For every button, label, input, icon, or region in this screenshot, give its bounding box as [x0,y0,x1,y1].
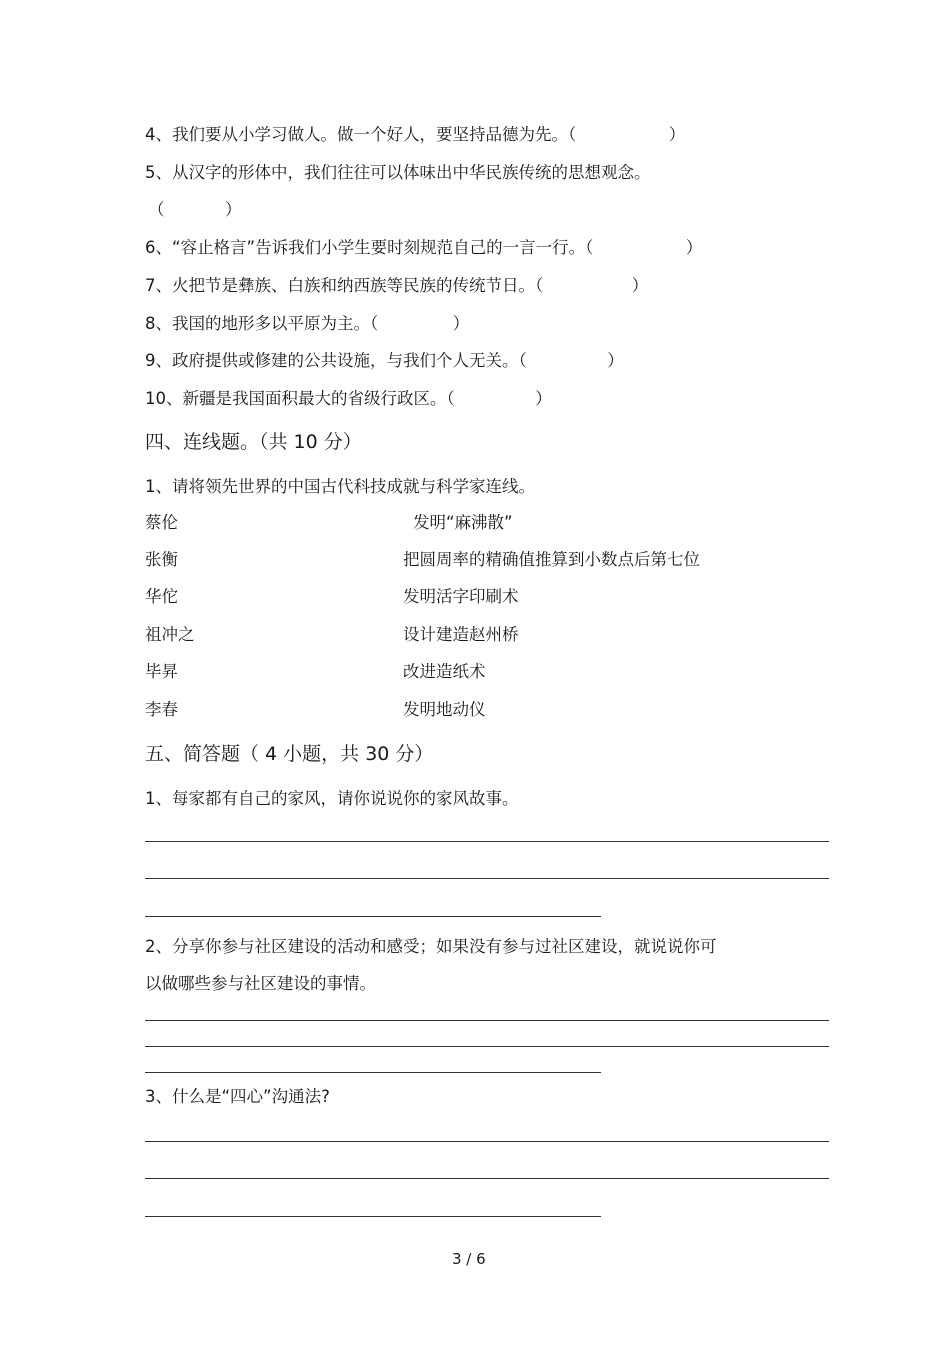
section-4-question-1: 1、请将领先世界的中国古代科技成就与科学家连线。 [145,477,535,496]
answer-line[interactable] [145,841,829,842]
achievement[interactable]: 把圆周率的精确值推算到小数点后第七位 [403,550,700,569]
answer-line[interactable] [145,1216,601,1217]
scientist-name[interactable]: 蔡伦 [145,513,178,532]
section-5-question-3: 3、什么是“四心”沟通法? [145,1087,330,1106]
section-5-question-2-line-1: 2、分享你参与社区建设的活动和感受；如果没有参与过社区建设，就说说你可 [145,937,717,956]
achievement[interactable]: 改进造纸术 [403,662,486,681]
section-5-question-2-line-2: 以做哪些参与社区建设的事情。 [145,974,376,993]
achievement[interactable]: 发明“麻沸散” [413,513,513,532]
section-4-title: 四、连线题。（共 10 分） [145,431,362,453]
judge-item-10: 10、新疆是我国面积最大的省级行政区。（ ） [145,389,552,408]
judge-item-5-blank: （ ） [148,200,242,219]
section-5-title: 五、简答题（ 4 小题，共 30 分） [145,743,434,765]
judge-item-7: 7、火把节是彝族、白族和纳西族等民族的传统节日。（ ） [145,276,649,295]
answer-line[interactable] [145,1141,829,1142]
judge-item-8: 8、我国的地形多以平原为主。（ ） [145,314,470,333]
scientist-name[interactable]: 毕昇 [145,662,178,681]
scientist-name[interactable]: 祖冲之 [145,625,195,644]
section-5-question-1: 1、每家都有自己的家风，请你说说你的家风故事。 [145,789,519,808]
achievement[interactable]: 发明活字印刷术 [403,587,519,606]
scientist-name[interactable]: 张衡 [145,550,178,569]
achievement[interactable]: 发明地动仪 [403,700,486,719]
answer-line[interactable] [145,916,601,917]
answer-line[interactable] [145,1046,829,1047]
judge-item-4: 4、我们要从小学习做人。做一个好人，要坚持品德为先。（ ） [145,125,686,144]
judge-item-5: 5、从汉字的形体中，我们往往可以体味出中华民族传统的思想观念。 [145,163,651,182]
answer-line[interactable] [145,1020,829,1021]
scientist-name[interactable]: 华佗 [145,587,178,606]
judge-item-6: 6、“容止格言”告诉我们小学生要时刻规范自己的一言一行。（ ） [145,238,703,257]
answer-line[interactable] [145,1178,829,1179]
answer-line[interactable] [145,878,829,879]
page-number: 3 / 6 [452,1250,486,1268]
achievement[interactable]: 设计建造赵州桥 [403,625,519,644]
judge-item-9: 9、政府提供或修建的公共设施，与我们个人无关。（ ） [145,351,624,370]
answer-line[interactable] [145,1072,601,1073]
scientist-name[interactable]: 李春 [145,700,178,719]
